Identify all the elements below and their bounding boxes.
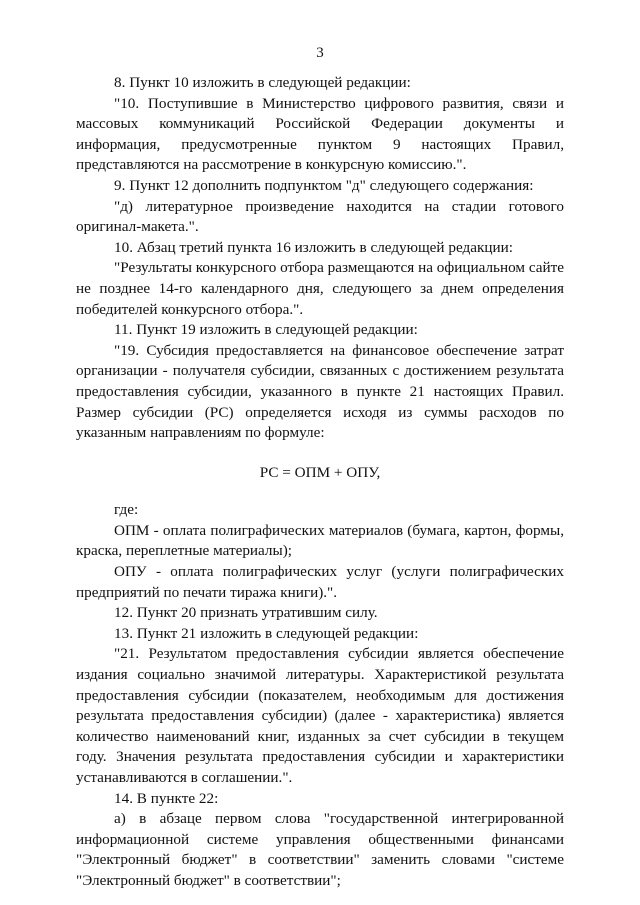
paragraph-item-10: 10. Абзац третий пункта 16 изложить в следующей редакции: [114, 238, 513, 256]
document-body [76, 73, 564, 892]
paragraph-item-12: 12. Пункт 20 признать утратившим силу. [114, 604, 378, 622]
paragraph-results-text: "Результаты конкурсного отбора размещаются на официальном сайте не позднее 14-го календарного дня, следующего за днем определения победителей конкурсного отбора.". [76, 259, 564, 318]
paragraph-subitem-d: "д) литературное произведение находится на стадии готового оригинал-макета.". [76, 197, 564, 236]
paragraph-item-14: 14. В пункте 22: [114, 789, 219, 807]
paragraph-item-11: 11. Пункт 19 изложить в следующей редакции: [114, 321, 418, 339]
paragraph-item-10-text: "10. Поступившие в Министерство цифрового развития, связи и массовых коммуникаций Российской Федерации документы и информация, предусмотренные пунктом 9 настоящих Правил, представляются на рассмотрение в конкурсную комиссию.". [76, 94, 564, 174]
page-number: 3 [316, 45, 324, 61]
paragraph-opu-definition: ОПУ - оплата полиграфических услуг (услуги полиграфических предприятий по печати тиража книги).". [76, 563, 564, 601]
paragraph-where: где: [114, 501, 139, 519]
paragraph-item-9: 9. Пункт 12 дополнить подпунктом "д" следующего содержания: [114, 176, 534, 194]
paragraph-opm-definition: ОПМ - оплата полиграфических материалов (бумага, картон, формы, краска, переплетные материалы); [76, 521, 564, 560]
paragraph-item-8: 8. Пункт 10 изложить в следующей редакции: [114, 74, 411, 91]
paragraph-item-13: 13. Пункт 21 изложить в следующей редакции: [114, 624, 419, 642]
paragraph-item-21-text: "21. Результатом предоставления субсидии является обеспечение издания социально значимой литературы. Характеристикой результата предоставления субсидии (показателем, необходимым для достижения результата предоставления субсидии) (далее - характеристика) является количество наименований книг, изданных за счет субсидии в текущем году. Значения результата предоставления субсидии и характеристики устанавливаются в соглашении.". [76, 645, 564, 786]
paragraph-subitem-a: а) в абзаце первом слова "государственной интегрированной информационной системе управления общественными финансами "Электронный бюджет" в соответствии" заменить словами "системе "Электронный бюджет" в соответствии"; [76, 810, 564, 889]
formula: РС = ОПМ + ОПУ, [259, 463, 381, 481]
paragraph-item-19-text: "19. Субсидия предоставляется на финансовое обеспечение затрат организации - получателя субсидии, связанных с достижением результата предоставления субсидии, указанного в пункте 21 настоящих Правил. Размер субсидии (РС) определяется исходя из суммы расходов по указанным направлениям по формуле: [76, 341, 564, 442]
